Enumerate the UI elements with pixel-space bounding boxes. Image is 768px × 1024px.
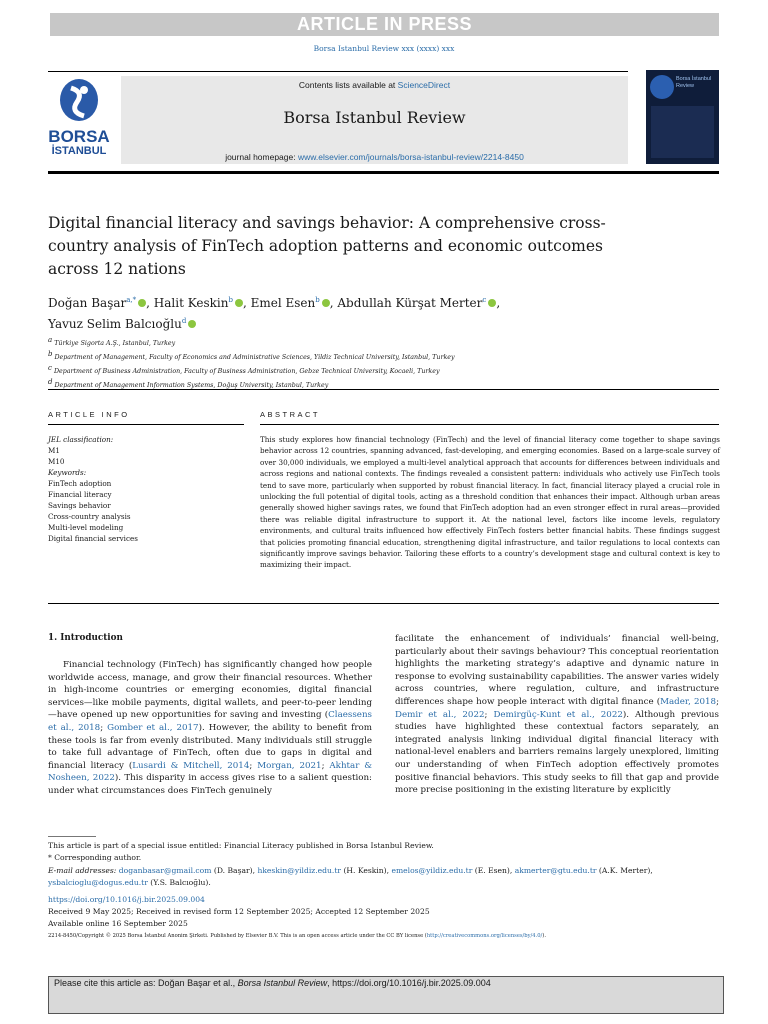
received-dates: Received 9 May 2025; Received in revised form 12 September 2025; Accepted 12 September 2025	[48, 907, 430, 917]
citation-link[interactable]: Demir et al., 2022	[395, 709, 485, 720]
borsa-istanbul-logo	[44, 78, 114, 158]
affiliation-item: $^a$ Türkiye Sigorta A.Ş., Istanbul, Turkey	[48, 336, 176, 348]
citation-link[interactable]: Claessens et al., 2018	[48, 710, 372, 733]
article-info-list	[48, 434, 238, 544]
jel-code: M1	[48, 446, 60, 455]
citation-link[interactable]: Gomber et al., 2017	[107, 722, 199, 733]
orcid-icon[interactable]	[138, 299, 146, 307]
author-name[interactable]: Yavuz Selim Balcıoğlu	[48, 317, 182, 331]
author-affil-sup[interactable]: a,*	[126, 296, 137, 304]
logo-text-istanbul: İSTANBUL	[51, 145, 107, 157]
jel-label: JEL classification:	[48, 435, 114, 444]
cover-artwork	[651, 106, 714, 158]
abstract-rule	[260, 424, 719, 425]
email-link[interactable]: ysbalcioglu@dogus.edu.tr	[48, 878, 148, 888]
keyword: Multi-level modeling	[48, 523, 124, 532]
author-affil-sup[interactable]: b	[228, 296, 233, 304]
citation-link[interactable]: Demirgüç-Kunt et al., 2022	[493, 709, 623, 720]
available-online: Available online 16 September 2025	[48, 919, 188, 929]
orcid-icon[interactable]	[322, 299, 330, 307]
homepage-link[interactable]: www.elsevier.com/journals/borsa-istanbul-review/2214-8450	[297, 152, 524, 162]
author-affil-sup[interactable]: d	[181, 317, 187, 325]
contents-prefix: Contents lists available at	[298, 80, 398, 90]
author-affil-sup[interactable]: c	[482, 296, 487, 304]
cover-emblem-icon	[650, 75, 674, 99]
jel-code: M10	[48, 457, 65, 466]
homepage-prefix: journal homepage:	[225, 152, 298, 162]
logo-emblem-icon	[44, 78, 114, 124]
affiliation-item: $^b$ Department of Management, Faculty of Economics and Administrative Sciences, Yildiz Technical University, Istanbul, Turkey	[48, 350, 455, 362]
author-list: Doğan Başar$^{a,*}$ , Halit Keskin$^b$ , Emel Esen$^b$ , Abdullah Kürşat Merter$^c$ , Yavuz Selim Balcıoğlu$^d$	[48, 296, 501, 331]
author-name[interactable]: Halit Keskin	[153, 296, 229, 310]
affiliation-item: $^d$ Department of Management Information Systems, Doğuş University, Istanbul, Turkey	[48, 378, 329, 390]
header-top-rule	[48, 71, 628, 72]
keyword: Financial literacy	[48, 490, 112, 499]
keyword: FinTech adoption	[48, 479, 112, 488]
keyword: Digital financial services	[48, 534, 138, 543]
citation-link[interactable]: Morgan, 2021	[257, 760, 322, 771]
special-issue-note: This article is part of a special issue entitled: Financial Literacy published in Borsa Istanbul Review.	[48, 841, 434, 850]
keyword: Cross-country analysis	[48, 512, 131, 521]
copyright-line: 2214-8450/Copyright © 2025 Borsa İstanbul Anonim Şirketi. Published by Elsevier B.V. This is an open access article under the CC BY license (http://creativecommons.org/licenses/by/4.0/).	[48, 932, 546, 939]
citation-link[interactable]: Lusardi & Mitchell, 2014	[132, 760, 250, 771]
intro-right-column: facilitate the enhancement of individuals’ financial well-being, particularly about their savings behaviour? This conceptual reorientation highlights the marketing strategy’s adaptive and dynamic nature in response to evolving sustainability capabilities. The answer varies widely across countries, where regulation, culture, and infrastructure differences shape how people interact with digital finance (Mader, 2018; Demir et al., 2022; Demirgüç-Kunt et al., 2022). Although previous studies have highlighted these contextual factors separately, an integrated analysis linking individual digital financial literacy with national-level enablers and barriers remains largely unexplored, limiting our understanding of when FinTech adoption effectively promotes positive financial behaviors. This study seeks to fill that gap and provide more precise positioning in the existing literature by explicitly	[395, 634, 719, 796]
abstract-text: This study explores how financial technology (FinTech) and the level of financial literacy come together to shape savings behavior across 12 countries, spanning advanced, fast-developing, and emerging economies. Based on a large-scale survey of over 30,000 individuals, we employed a multi-level analytical approach that accounts for differences between individuals and across regions and national contexts. The findings revealed a consistent pattern: individuals who actively use FinTech tools tend to save more, particularly when supported by robust financial literacy. In fact, financial literacy played a crucial role in unlocking the full potential of digital tools, acting as a threshold condition that enhances their impact. Although urban areas generally showed higher savings rates, we found that FinTech adoption had an even stronger effect in rural areas—provided there was reliable digital infrastructure to support it. At the national level, factors like income levels, regulatory environments, and cultural traits influenced how effectively FinTech fosters better financial habits. These findings suggest that policies promoting financial education, strengthening digital infrastructure, and tailor regulations to local contexts can significantly improve savings behavior. Tailoring these efforts to a country’s development stage and cultural context is key to maximizing their impact.	[260, 435, 720, 570]
intro-left-column: Financial technology (FinTech) has significantly changed how people worldwide access, manage, and grow their financial resources. Whether in high-income countries or emerging economies, digital financial services—like mobile payments, digital wallets, and peer-to-peer lending—have opened up new opportunities for saving and investing (Claessens et al., 2018; Gomber et al., 2017). However, the ability to benefit from these tools is far from evenly distributed. Many individuals still struggle to take full advantage of FinTech, often due to gaps in digital and financial literacy (Lusardi & Mitchell, 2014; Morgan, 2021; Akhtar & Nosheen, 2022). This disparity in access gives rise to a salient question: under what circumstances does FinTech genuinely	[48, 660, 372, 796]
affiliation-list	[48, 335, 668, 391]
doi-link[interactable]: https://doi.org/10.1016/j.bir.2025.09.004	[48, 894, 205, 904]
license-link[interactable]: http://creativecommons.org/licenses/by/4.0/	[426, 932, 543, 939]
orcid-icon[interactable]	[488, 299, 496, 307]
email-link[interactable]: emelos@yildiz.edu.tr	[391, 865, 473, 875]
citation-link[interactable]: Mader, 2018	[660, 696, 717, 707]
email-link[interactable]: hkeskin@yildiz.edu.tr	[257, 865, 342, 875]
journal-title: Borsa Istanbul Review	[283, 108, 466, 127]
affiliation-item: $^c$ Department of Business Administration, Faculty of Business Administration, Gebze Technical University, Kocaeli, Turkey	[48, 364, 440, 376]
keywords-label: Keywords:	[48, 468, 87, 477]
intro-heading: 1. Introduction	[48, 633, 123, 643]
section-divider	[48, 389, 719, 390]
journal-cover-thumbnail	[646, 70, 719, 164]
footnotes	[48, 840, 720, 941]
author-name[interactable]: Emel Esen	[250, 296, 316, 310]
journal-homepage	[121, 152, 628, 162]
article-info-rule	[48, 424, 244, 425]
author-affil-sup[interactable]: b	[315, 296, 320, 304]
sciencedirect-link[interactable]: ScienceDirect	[397, 80, 451, 90]
footnote-rule	[48, 836, 96, 837]
email-link[interactable]: doganbasar@gmail.com	[118, 865, 212, 875]
email-link[interactable]: akmerter@gtu.edu.tr	[514, 865, 597, 875]
cover-title-line1: Borsa İstanbul	[676, 76, 712, 82]
corresponding-author-note: * Corresponding author.	[48, 853, 142, 863]
orcid-icon[interactable]	[188, 320, 196, 328]
author-name[interactable]: Doğan Başar	[48, 296, 127, 310]
journal-cite-line: Borsa Istanbul Review xxx (xxxx) xxx	[313, 44, 455, 53]
contents-line	[121, 80, 628, 90]
cover-title-line2: Review	[676, 83, 695, 89]
author-name[interactable]: Abdullah Kürşat Merter	[337, 296, 483, 310]
orcid-icon[interactable]	[235, 299, 243, 307]
citation-link[interactable]: Akhtar & Nosheen, 2022	[48, 760, 372, 784]
paper-title: Digital financial literacy and savings behavior: A comprehensive cross-country analysis of FinTech adoption patterns and economic outcomes across 12 nations	[48, 214, 606, 278]
email-label: E-mail addresses:	[48, 865, 117, 875]
cite-this-article-text: Please cite this article as: Doğan Başar et al., Borsa Istanbul Review, https://doi.org/10.1016/j.bir.2025.09.004	[54, 978, 491, 988]
email-addresses: E-mail addresses: doganbasar@gmail.com (D. Başar), hkeskin@yildiz.edu.tr (H. Keskin), emelos@yildiz.edu.tr (E. Esen), akmerter@gtu.edu.tr (A.K. Merter), ysbalcioglu@dogus.edu.tr (Y.S. Balcıoğlu).	[48, 865, 653, 888]
keyword: Savings behavior	[48, 501, 111, 510]
article-in-press-banner: ARTICLE IN PRESS	[50, 13, 719, 36]
article-info-heading: ARTICLE INFO	[48, 410, 130, 419]
logo-text-borsa: BORSA	[48, 127, 110, 146]
abstract-bottom-rule	[48, 603, 719, 604]
header-bottom-rule	[48, 171, 719, 174]
abstract-heading: ABSTRACT	[260, 410, 321, 419]
